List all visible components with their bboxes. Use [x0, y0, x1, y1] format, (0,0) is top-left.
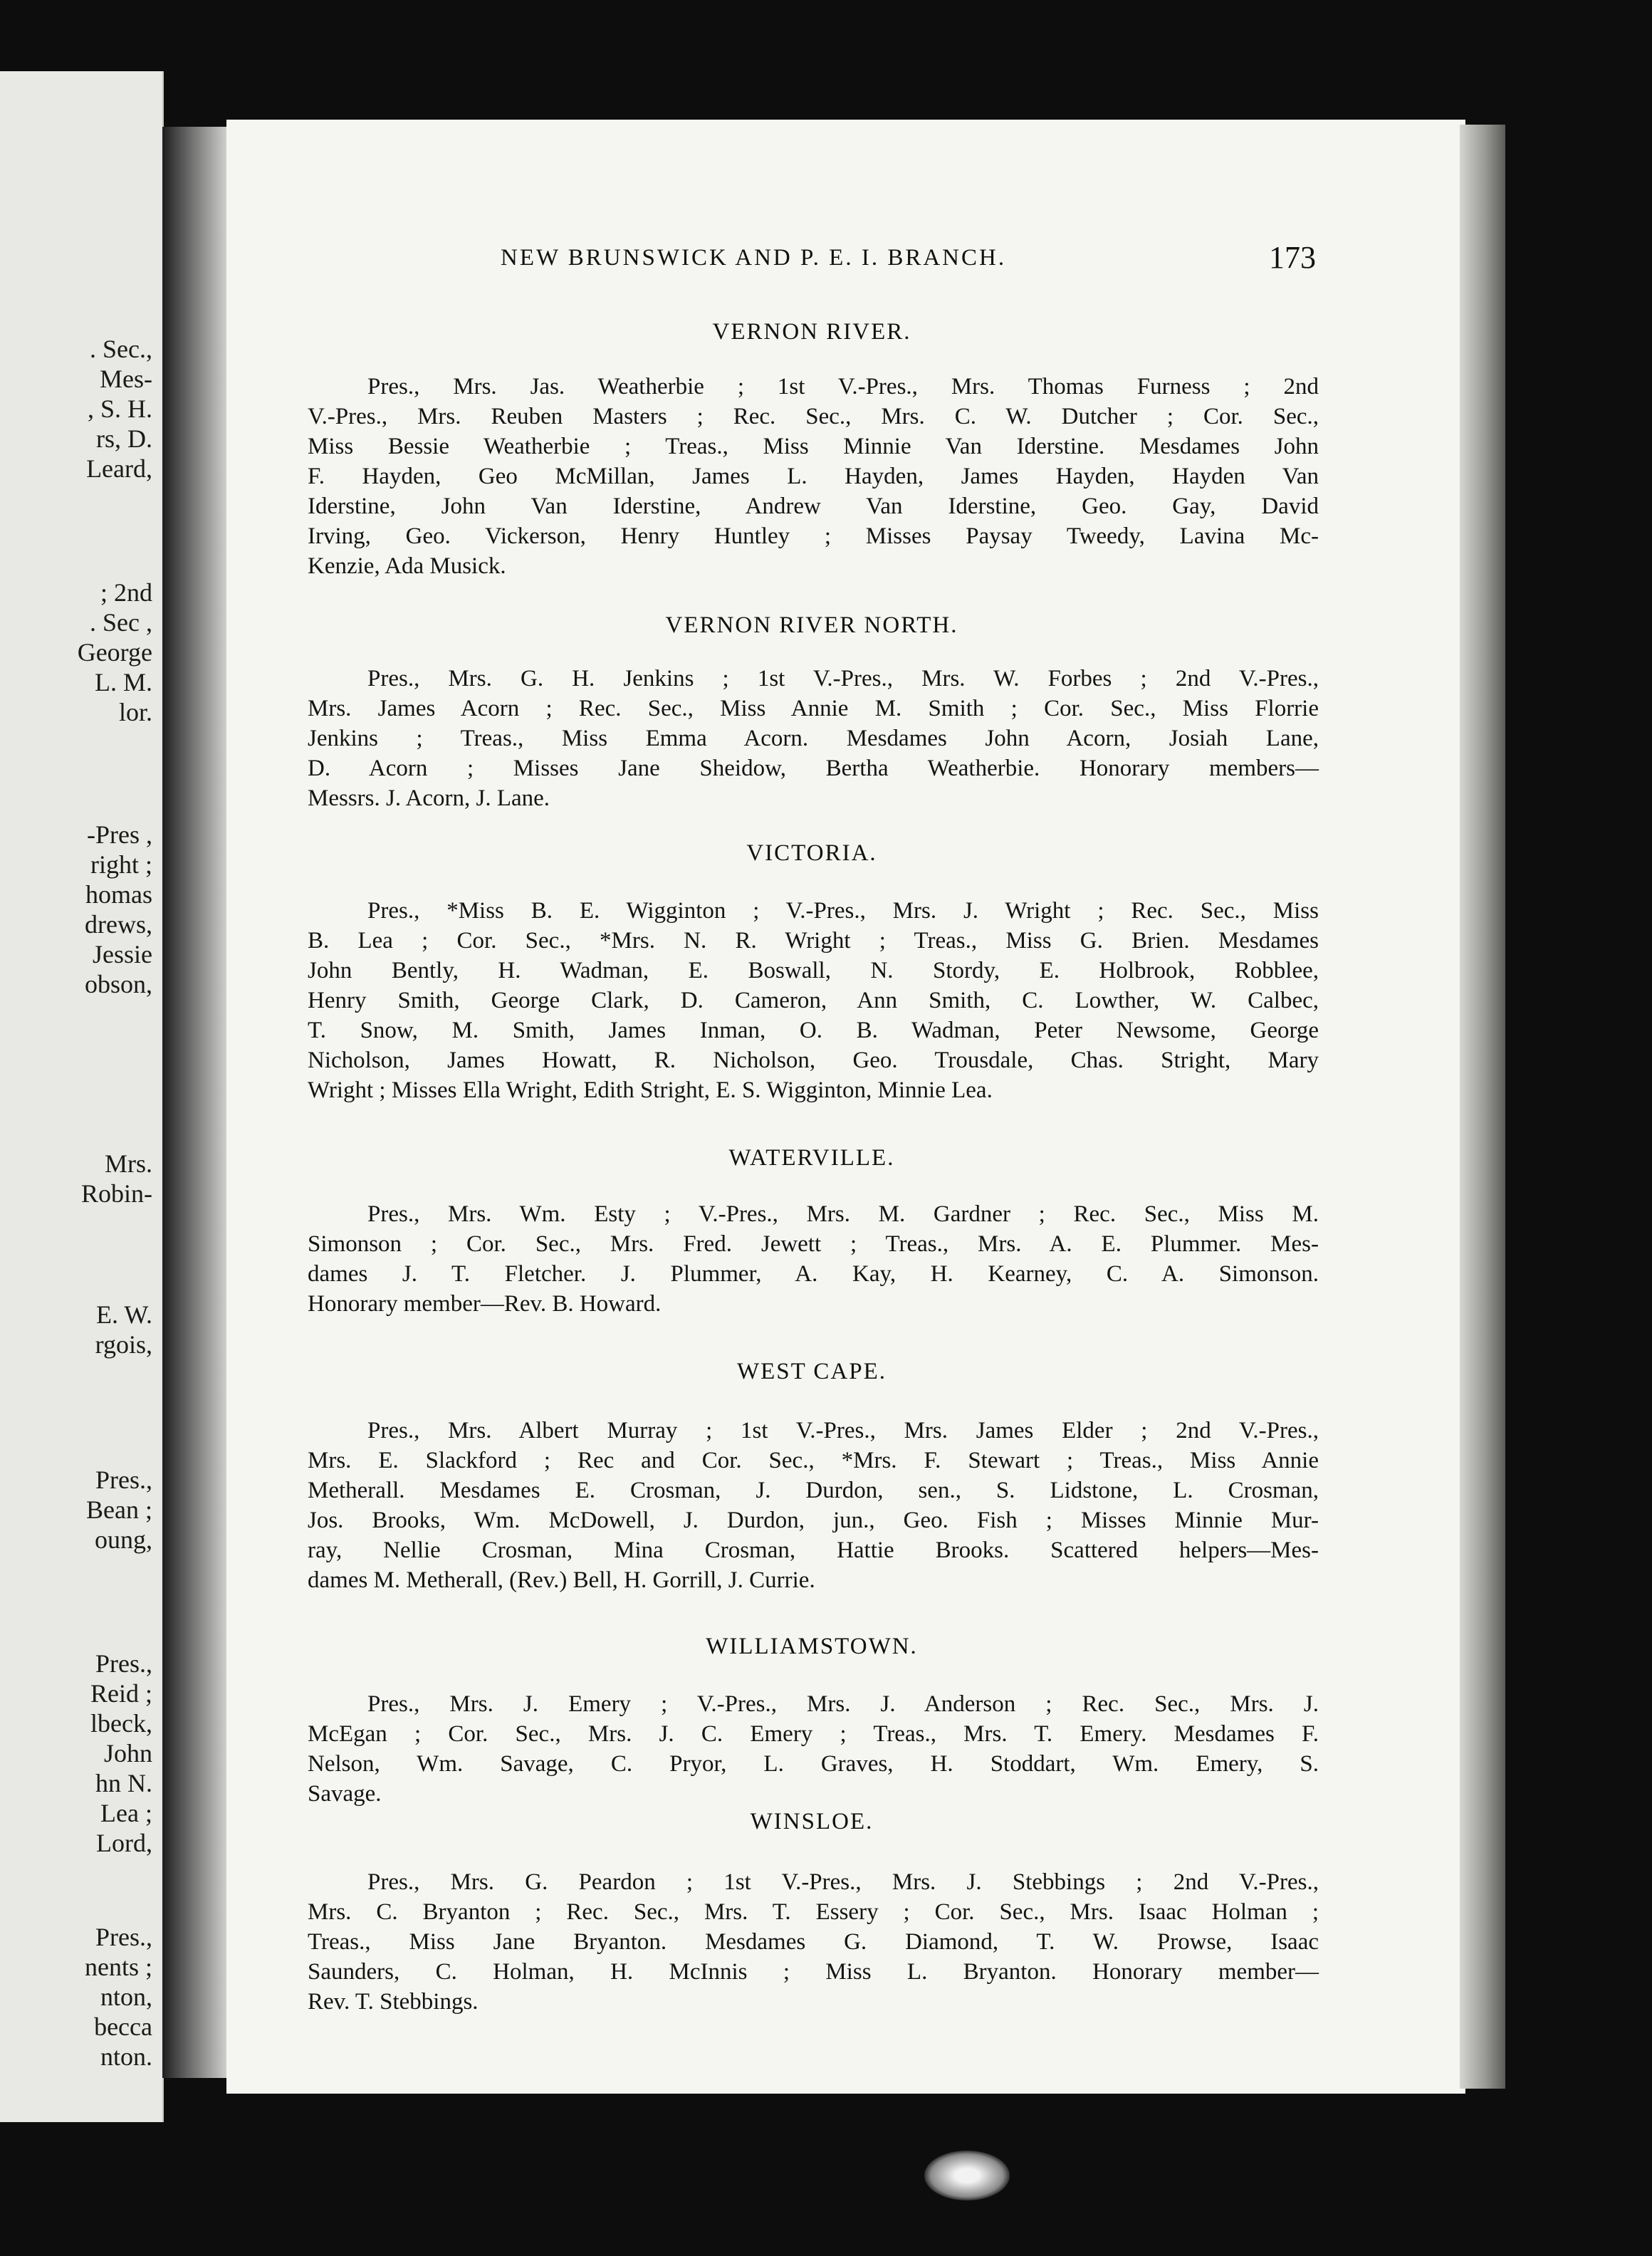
facing-page-text: obson,: [84, 970, 152, 998]
paragraph-line: Henry Smith, George Clark, D. Cameron, Ann Smith, C. Lowther, W. Calbec,: [308, 988, 1319, 1013]
scan-smudge: [924, 2151, 1010, 2200]
page-edge: [1460, 125, 1505, 2089]
paragraph-line: Honorary member—Rev. B. Howard.: [308, 1291, 662, 1317]
paragraph-line: V.-Pres., Mrs. Reuben Masters ; Rec. Sec., Mrs. C. W. Dutcher ; Cor. Sec.,: [308, 404, 1319, 429]
paragraph-line: D. Acorn ; Misses Jane Sheidow, Bertha Weatherbie. Honorary members—: [308, 756, 1319, 781]
paragraph-line: Simonson ; Cor. Sec., Mrs. Fred. Jewett ; Treas., Mrs. A. E. Plummer. Mes-: [308, 1231, 1319, 1257]
paragraph-line: Pres., Mrs. Albert Murray ; 1st V.-Pres., Mrs. James Elder ; 2nd V.-Pres.,: [367, 1418, 1319, 1443]
paragraph-line: Savage.: [308, 1781, 382, 1807]
section-paragraph: [308, 1416, 1319, 1595]
paragraph-line: F. Hayden, Geo McMillan, James L. Hayden, James Hayden, Hayden Van: [308, 464, 1319, 489]
paragraph-line: Saunders, C. Holman, H. McInnis ; Miss L. Bryanton. Honorary member—: [308, 1959, 1319, 1985]
facing-page: [0, 71, 164, 2122]
facing-page-text: Jessie: [93, 940, 152, 968]
facing-page-text: Mes-: [100, 365, 152, 393]
paragraph-line: Nicholson, James Howatt, R. Nicholson, Geo. Trousdale, Chas. Stright, Mary: [308, 1048, 1319, 1073]
facing-page-text: Lea ;: [100, 1799, 152, 1827]
facing-page-text: Bean ;: [86, 1495, 152, 1524]
section-title: VERNON RIVER NORTH.: [665, 612, 958, 638]
paragraph-line: Pres., Mrs. Wm. Esty ; V.-Pres., Mrs. M. Gardner ; Rec. Sec., Miss M.: [367, 1201, 1319, 1227]
book-gutter: [162, 127, 234, 2078]
facing-page-text: rs, D.: [96, 424, 152, 453]
section-title: WATERVILLE.: [728, 1145, 895, 1171]
paragraph-line: Mrs. C. Bryanton ; Rec. Sec., Mrs. T. Essery ; Cor. Sec., Mrs. Isaac Holman ;: [308, 1899, 1319, 1925]
facing-page-text: oung,: [95, 1525, 152, 1554]
facing-page-text: Pres.,: [95, 1923, 152, 1951]
paragraph-line: T. Snow, M. Smith, James Inman, O. B. Wadman, Peter Newsome, George: [308, 1018, 1319, 1043]
paragraph-line: Jos. Brooks, Wm. McDowell, J. Durdon, jun., Geo. Fish ; Misses Minnie Mur-: [308, 1508, 1319, 1533]
section-title: WEST CAPE.: [736, 1359, 887, 1384]
paragraph-line: ray, Nellie Crosman, Mina Crosman, Hattie Brooks. Scattered helpers—Mes-: [308, 1537, 1319, 1563]
facing-page-text: John: [103, 1739, 152, 1767]
paragraph-line: Pres., Mrs. Jas. Weatherbie ; 1st V.-Pres., Mrs. Thomas Furness ; 2nd: [367, 374, 1319, 400]
paragraph-line: Pres., Mrs. G. H. Jenkins ; 1st V.-Pres., Mrs. W. Forbes ; 2nd V.-Pres.,: [367, 666, 1319, 691]
facing-page-text: hn N.: [95, 1769, 152, 1797]
facing-page-text: nents ;: [85, 1953, 152, 1981]
facing-page-text: Lord,: [96, 1829, 152, 1857]
paragraph-line: Rev. T. Stebbings.: [308, 1989, 479, 2015]
paragraph-line: John Bently, H. Wadman, E. Boswall, N. Stordy, E. Holbrook, Robblee,: [308, 958, 1319, 983]
paragraph-line: Irving, Geo. Vickerson, Henry Huntley ; Misses Paysay Tweedy, Lavina Mc-: [308, 523, 1319, 549]
paragraph-line: Pres., Mrs. J. Emery ; V.-Pres., Mrs. J. Anderson ; Rec. Sec., Mrs. J.: [367, 1691, 1319, 1717]
section-paragraph: [308, 1199, 1319, 1319]
section-paragraph: [308, 1867, 1319, 2017]
section-title: VERNON RIVER.: [712, 319, 911, 345]
paragraph-line: Mrs. E. Slackford ; Rec and Cor. Sec., *Mrs. F. Stewart ; Treas., Miss Annie: [308, 1448, 1319, 1473]
facing-page-text: -Pres ,: [87, 820, 152, 849]
section-paragraph: [308, 664, 1319, 813]
paragraph-line: dames M. Metherall, (Rev.) Bell, H. Gorrill, J. Currie.: [308, 1567, 815, 1593]
facing-page-text: rgois,: [95, 1330, 152, 1359]
section-paragraph: [308, 372, 1319, 581]
paragraph-line: Mrs. James Acorn ; Rec. Sec., Miss Annie M. Smith ; Cor. Sec., Miss Florrie: [308, 696, 1319, 721]
paragraph-line: Messrs. J. Acorn, J. Lane.: [308, 785, 550, 811]
facing-page-text: Mrs.: [104, 1149, 152, 1178]
facing-page-text: ; 2nd: [100, 578, 152, 607]
page-number: 173: [1269, 240, 1316, 275]
paragraph-line: Kenzie, Ada Musick.: [308, 553, 506, 579]
paragraph-line: Wright ; Misses Ella Wright, Edith Stright, E. S. Wigginton, Minnie Lea.: [308, 1077, 993, 1103]
facing-page-text: . Sec ,: [90, 608, 152, 637]
section-paragraph: [308, 1689, 1319, 1809]
section-title: WILLIAMSTOWN.: [706, 1634, 918, 1659]
facing-page-text: Pres.,: [95, 1649, 152, 1678]
section-title: VICTORIA.: [746, 840, 877, 866]
facing-page-text: becca: [94, 2012, 152, 2041]
facing-page-text: Leard,: [86, 454, 152, 483]
facing-page-text: lbeck,: [90, 1709, 152, 1738]
paragraph-line: Metherall. Mesdames E. Crosman, J. Durdon, sen., S. Lidstone, L. Crosman,: [308, 1478, 1319, 1503]
facing-page-text: Reid ;: [90, 1679, 152, 1708]
facing-page-text: homas: [85, 880, 152, 909]
facing-page-text: , S. H.: [87, 395, 152, 423]
facing-page-text: Robin-: [80, 1179, 152, 1208]
facing-page-text: lor.: [118, 698, 152, 726]
paragraph-line: Pres., Mrs. G. Peardon ; 1st V.-Pres., Mrs. J. Stebbings ; 2nd V.-Pres.,: [367, 1869, 1319, 1895]
facing-page-text: drews,: [85, 910, 152, 939]
facing-page-text: E. W.: [95, 1300, 152, 1329]
paragraph-line: Iderstine, John Van Iderstine, Andrew Van Iderstine, Geo. Gay, David: [308, 494, 1319, 519]
paragraph-line: McEgan ; Cor. Sec., Mrs. J. C. Emery ; Treas., Mrs. T. Emery. Mesdames F.: [308, 1721, 1319, 1747]
facing-page-text: nton.: [100, 2042, 152, 2071]
paragraph-line: Miss Bessie Weatherbie ; Treas., Miss Minnie Van Iderstine. Mesdames John: [308, 434, 1319, 459]
paragraph-line: B. Lea ; Cor. Sec., *Mrs. N. R. Wright ; Treas., Miss G. Brien. Mesdames: [308, 928, 1319, 954]
facing-page-text: George: [77, 638, 152, 667]
facing-page-text: Pres.,: [95, 1466, 152, 1494]
facing-page-text: nton,: [100, 1983, 152, 2011]
paragraph-line: dames J. T. Fletcher. J. Plummer, A. Kay, H. Kearney, C. A. Simonson.: [308, 1261, 1319, 1287]
paragraph-line: Nelson, Wm. Savage, C. Pryor, L. Graves, H. Stoddart, Wm. Emery, S.: [308, 1751, 1319, 1777]
facing-page-text: L. M.: [95, 668, 152, 696]
section-paragraph: [308, 896, 1319, 1105]
running-header: NEW BRUNSWICK AND P. E. I. BRANCH.: [501, 245, 1007, 271]
paragraph-line: Jenkins ; Treas., Miss Emma Acorn. Mesdames John Acorn, Josiah Lane,: [308, 726, 1319, 751]
facing-page-text: . Sec.,: [90, 335, 152, 363]
paragraph-line: Pres., *Miss B. E. Wigginton ; V.-Pres., Mrs. J. Wright ; Rec. Sec., Miss: [367, 898, 1319, 924]
section-title: WINSLOE.: [750, 1809, 874, 1834]
paragraph-line: Treas., Miss Jane Bryanton. Mesdames G. Diamond, T. W. Prowse, Isaac: [308, 1929, 1319, 1955]
facing-page-text: right ;: [90, 850, 152, 879]
